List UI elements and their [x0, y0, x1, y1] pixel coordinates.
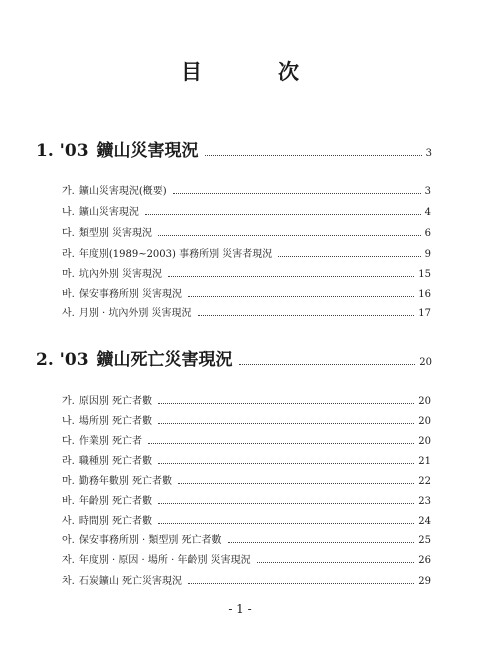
dot-leader [198, 314, 415, 316]
entry-label: 勤務年數別 死亡者數 [78, 476, 173, 487]
entry-marker: 다. [62, 436, 75, 447]
page-number: 17 [418, 308, 431, 319]
title-char-2: 次 [278, 59, 299, 84]
dot-leader [145, 213, 421, 215]
dot-leader [239, 363, 416, 365]
page-number: 23 [418, 496, 431, 507]
entry-marker: 가. [62, 186, 75, 197]
entry-marker: 사. [62, 516, 75, 527]
page-number: 9 [424, 249, 431, 260]
entry-marker: 바. [62, 289, 75, 300]
page-number: 4 [424, 207, 431, 218]
dot-leader [158, 402, 414, 404]
page-number: 15 [418, 269, 431, 280]
page-number: 6 [424, 228, 431, 239]
footer-page-number: - 1 - [228, 602, 252, 616]
entry-marker: 나. [62, 207, 75, 218]
entry-marker: 아. [62, 535, 75, 546]
dot-leader [178, 482, 414, 484]
entry-label: 年度別(1989~2003) 事務所別 災害者現況 [78, 249, 273, 260]
entry-label: 年度別 · 原因 · 場所 · 年齡別 災害現況 [78, 555, 251, 566]
section-heading-2[interactable] [36, 345, 432, 370]
toc-entry[interactable] [62, 186, 431, 198]
toc-entry[interactable] [62, 308, 431, 320]
toc-entry[interactable] [62, 269, 431, 281]
toc-entry[interactable] [62, 436, 431, 448]
page-number: 21 [418, 456, 431, 467]
page-number: 22 [418, 476, 431, 487]
entry-marker: 다. [62, 228, 75, 239]
toc-entry[interactable] [62, 516, 431, 528]
dot-leader [158, 234, 421, 236]
dot-leader [188, 295, 414, 297]
toc-entry[interactable] [62, 496, 431, 508]
toc-entry[interactable] [62, 228, 431, 240]
page-number: 16 [418, 289, 431, 300]
toc-entry[interactable] [62, 456, 431, 468]
section-number: 1. '03 [36, 141, 89, 161]
toc-entry[interactable] [62, 249, 431, 261]
toc-entry[interactable] [62, 535, 431, 547]
dot-leader [228, 541, 415, 543]
dot-leader [158, 422, 414, 424]
dot-leader [168, 275, 414, 277]
entry-label: 月別 · 坑內外別 災害現況 [78, 308, 192, 319]
entry-label: 保安事務所別 · 類型別 死亡者數 [78, 535, 222, 546]
toc-entry[interactable] [62, 289, 431, 301]
toc-entry[interactable] [62, 207, 431, 219]
page-number: 20 [418, 436, 431, 447]
toc-entry[interactable] [62, 576, 431, 588]
entry-marker: 라. [62, 249, 75, 260]
entry-marker: 사. [62, 308, 75, 319]
entry-label: 保安事務所別 災害現況 [78, 289, 183, 300]
page-number: 20 [419, 357, 432, 368]
page-number: 20 [418, 416, 431, 427]
section-heading-1[interactable] [36, 136, 432, 161]
page-title [0, 56, 480, 86]
title-char-1: 目 [181, 59, 202, 84]
page-number: 25 [418, 535, 431, 546]
entry-label: 類型別 災害現況 [78, 228, 153, 239]
dot-leader [205, 154, 422, 156]
entry-label: 作業別 死亡者 [78, 436, 143, 447]
entry-marker: 마. [62, 476, 75, 487]
page-number: 26 [418, 555, 431, 566]
entry-marker: 바. [62, 496, 75, 507]
section-label: 鑛山災害現況 [96, 141, 199, 161]
page-number: 3 [424, 186, 431, 197]
entry-label: 場所別 死亡者數 [78, 416, 153, 427]
page-number: 24 [418, 516, 431, 527]
section-number: 2. '03 [36, 350, 89, 370]
entry-marker: 자. [62, 555, 75, 566]
dot-leader [188, 582, 414, 584]
entry-marker: 나. [62, 416, 75, 427]
toc-entry[interactable] [62, 416, 431, 428]
entry-label: 職種別 死亡者數 [78, 456, 153, 467]
dot-leader [257, 561, 415, 563]
entry-marker: 마. [62, 269, 75, 280]
dot-leader [158, 462, 414, 464]
dot-leader [148, 442, 414, 444]
dot-leader [158, 502, 414, 504]
toc-entry[interactable] [62, 555, 431, 567]
dot-leader [173, 192, 421, 194]
entry-label: 鑛山災害現況(槪要) [78, 186, 167, 197]
dot-leader [158, 522, 414, 524]
entry-label: 原因別 死亡者數 [78, 396, 153, 407]
toc-entry[interactable] [62, 476, 431, 488]
entry-label: 石炭鑛山 死亡災害現況 [78, 576, 183, 587]
entry-label: 鑛山災害現況 [78, 207, 139, 218]
entry-marker: 라. [62, 456, 75, 467]
dot-leader [278, 255, 420, 257]
entry-label: 時間別 死亡者數 [78, 516, 153, 527]
page-number: 3 [425, 148, 432, 159]
section-label: 鑛山死亡災害現況 [96, 350, 233, 370]
entry-marker: 차. [62, 576, 75, 587]
entry-label: 年齡別 死亡者數 [78, 496, 153, 507]
toc-entry[interactable] [62, 396, 431, 408]
entry-label: 坑內外別 災害現況 [78, 269, 163, 280]
page-number: 20 [418, 396, 431, 407]
entry-marker: 가. [62, 396, 75, 407]
page-number: 29 [418, 576, 431, 587]
